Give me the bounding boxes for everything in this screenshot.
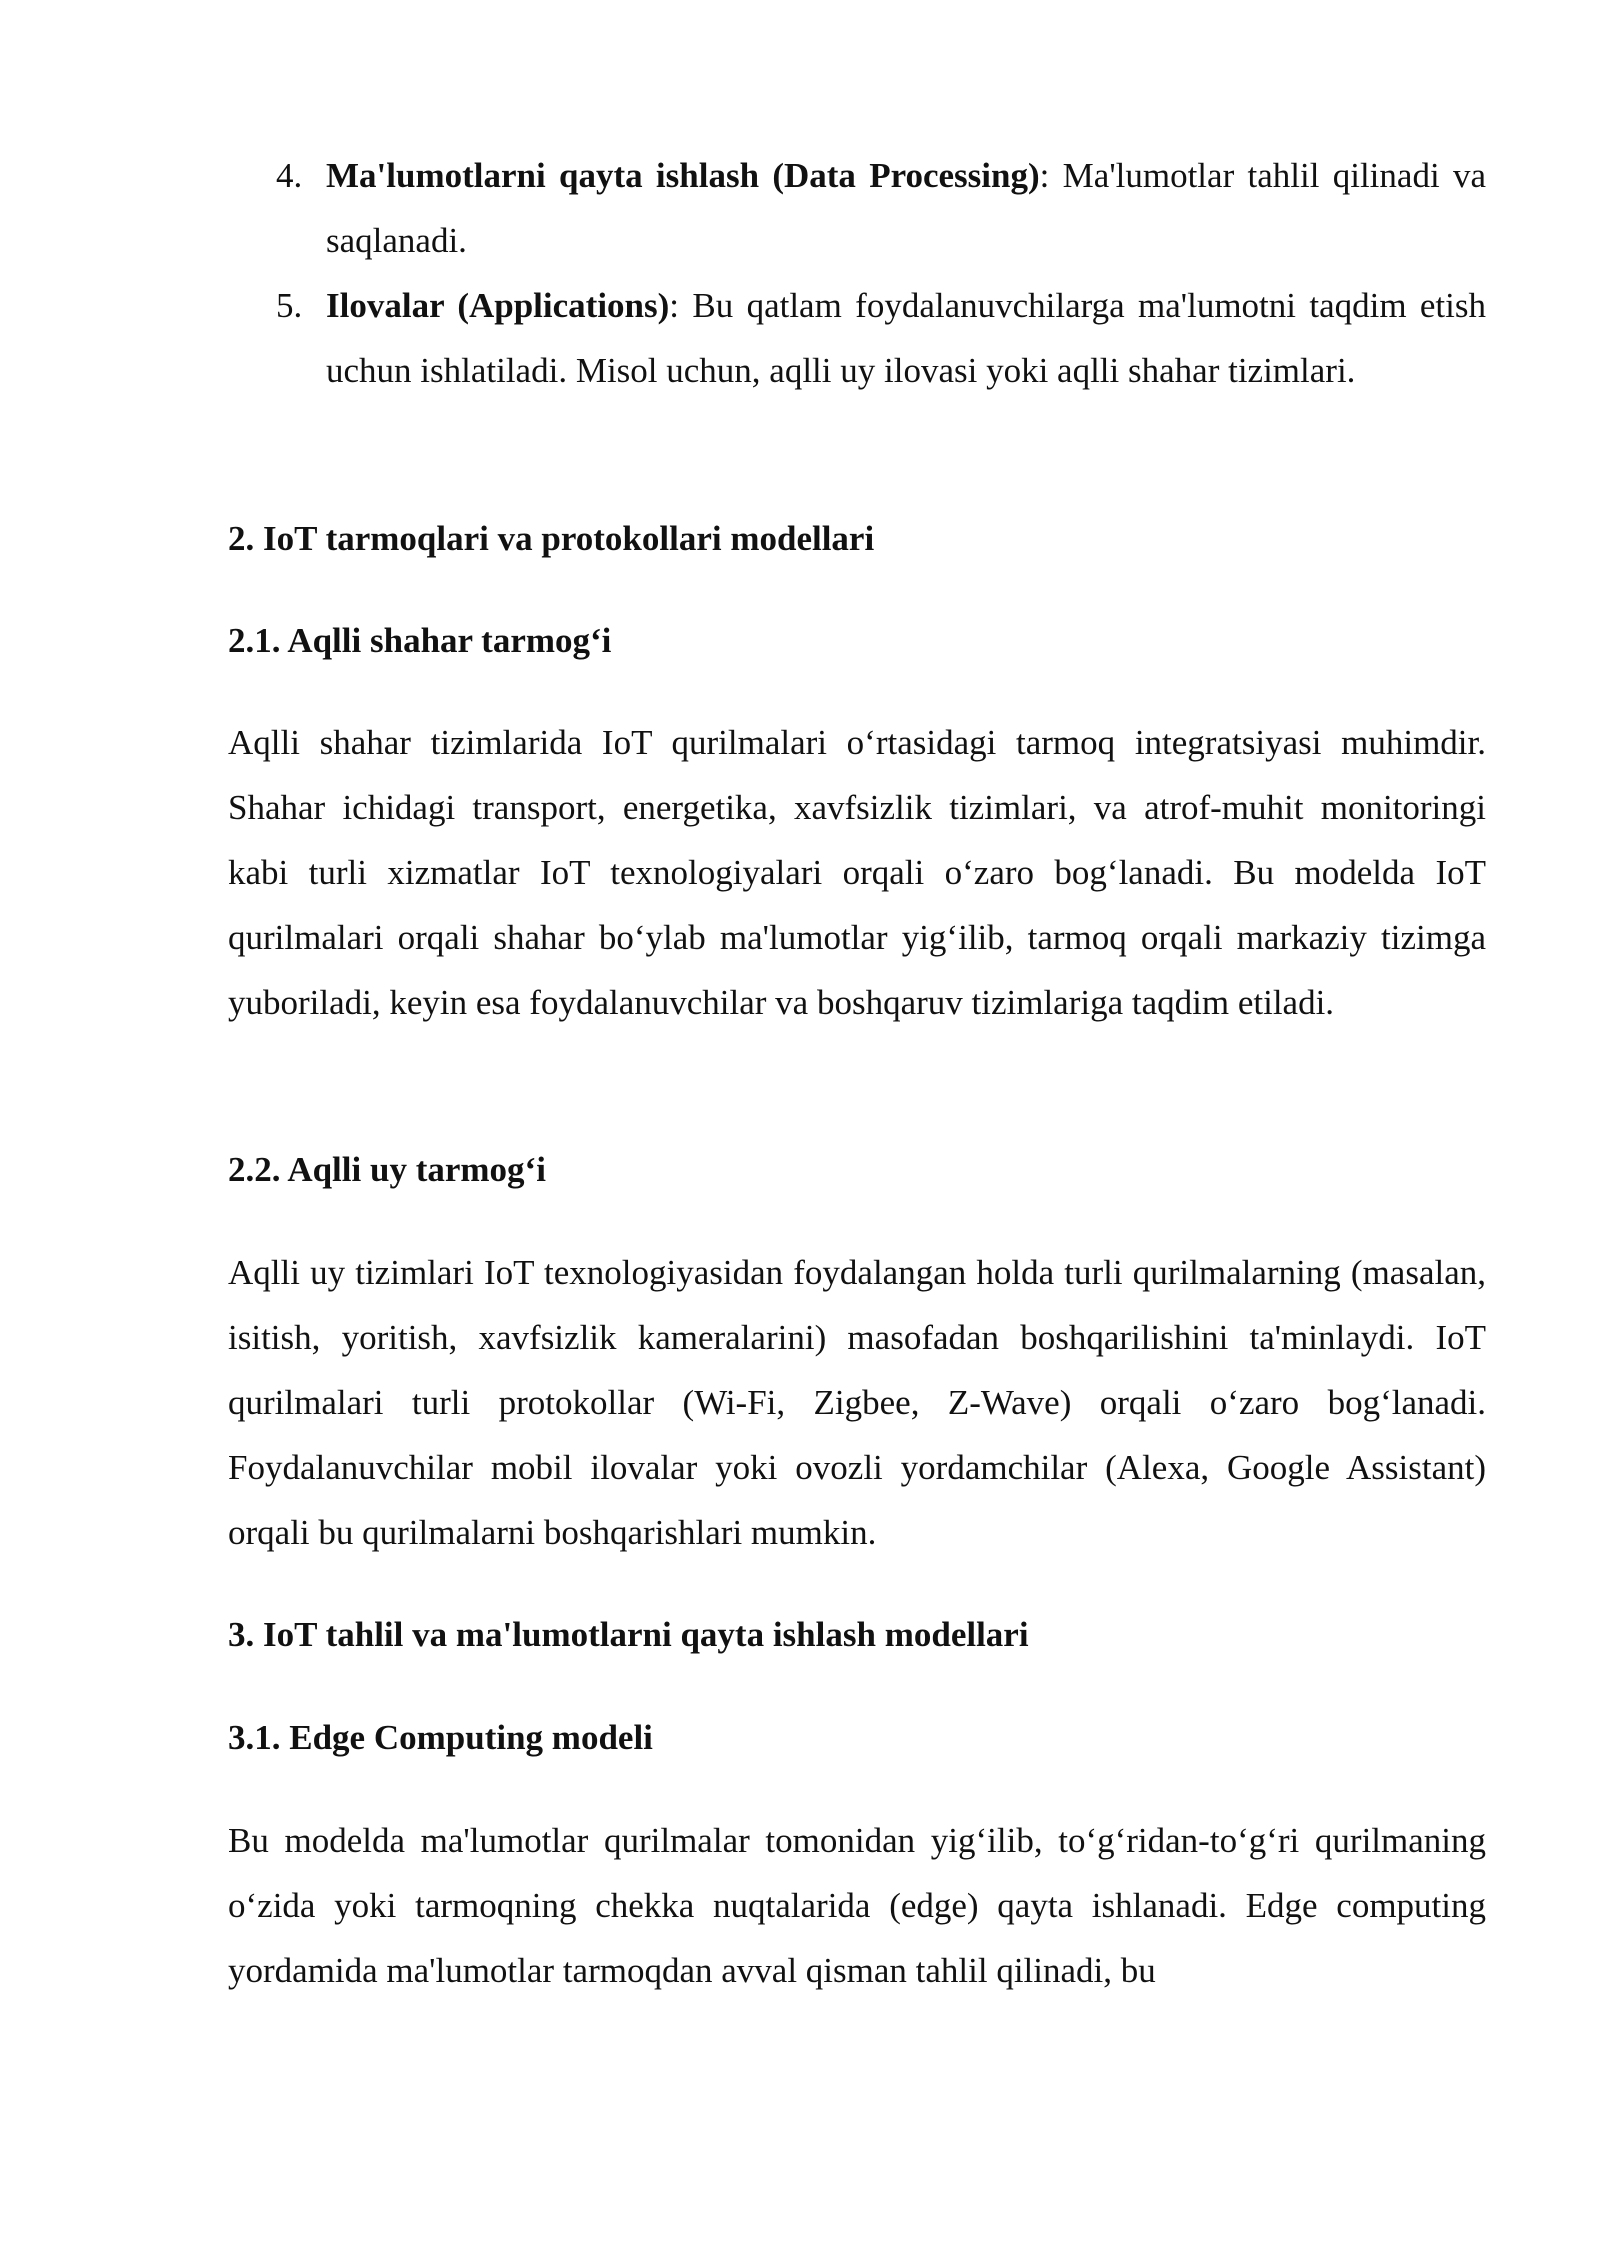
list-item-text: : Bu qatlam foydalanuvchilarga ma'lumotni taqdim etish uchun ishlatiladi. Misol uchun, aqlli uy ilovasi yoki aqlli shahar tizimlari. [326,286,1487,390]
subsection-heading: 3.1. Edge Computing modeli [228,1718,653,1757]
list-item [228,143,1486,273]
body-paragraph: Bu modelda ma'lumotlar qurilmalar tomonidan yig‘ilib, to‘g‘ridan-to‘g‘ri qurilmaning o‘zida yoki tarmoqning chekka nuqtalarida (edge) qayta ishlanadi. Edge computing yordamida ma'lumotlar tarmoqdan avval qisman tahlil qilinadi, bu [228,1821,1486,1990]
list-item-term: Ma'lumotlarni qayta ishlash (Data Processing) [326,156,1040,195]
numbered-list [228,143,1486,403]
subsection-heading: 2.1. Aqlli shahar tarmog‘i [228,621,612,660]
list-item-number: 4. [276,156,303,195]
subsection-heading: 2.2. Aqlli uy tarmog‘i [228,1150,546,1189]
list-item-number: 5. [276,286,303,325]
body-paragraph: Aqlli uy tizimlari IoT texnologiyasidan foydalangan holda turli qurilmalarning (masalan, isitish, yoritish, xavfsizlik kameralarini) masofadan boshqarilishini ta'minlaydi. IoT qurilmalari turli protokollar (Wi-Fi, Zigbee, Z-Wave) orqali o‘zaro bog‘lanadi. Foydalanuvchilar mobil ilovalar yoki ovozli yordamchilar (Alexa, Google Assistant) orqali bu qurilmalarni boshqarishlari mumkin. [228,1253,1486,1552]
list-item-term: Ilovalar (Applications) [326,286,670,325]
section-heading: 2. IoT tarmoqlari va protokollari modellari [228,519,875,558]
body-paragraph: Aqlli shahar tizimlarida IoT qurilmalari o‘rtasidagi tarmoq integratsiyasi muhimdir. Shahar ichidagi transport, energetika, xavfsizlik tizimlari, va atrof-muhit monitoringi kabi turli xizmatlar IoT texnologiyalari orqali o‘zaro bog‘lanadi. Bu modelda IoT qurilmalari orqali shahar bo‘ylab ma'lumotlar yig‘ilib, tarmoq orqali markaziy tizimga yuboriladi, keyin esa foydalanuvchilar va boshqaruv tizimlariga taqdim etiladi. [228,723,1486,1022]
list-item [228,273,1486,403]
list-item-text: : Ma'lumotlar tahlil qilinadi va saqlanadi. [326,156,1486,260]
section-heading: 3. IoT tahlil va ma'lumotlarni qayta ishlash modellari [228,1615,1029,1654]
